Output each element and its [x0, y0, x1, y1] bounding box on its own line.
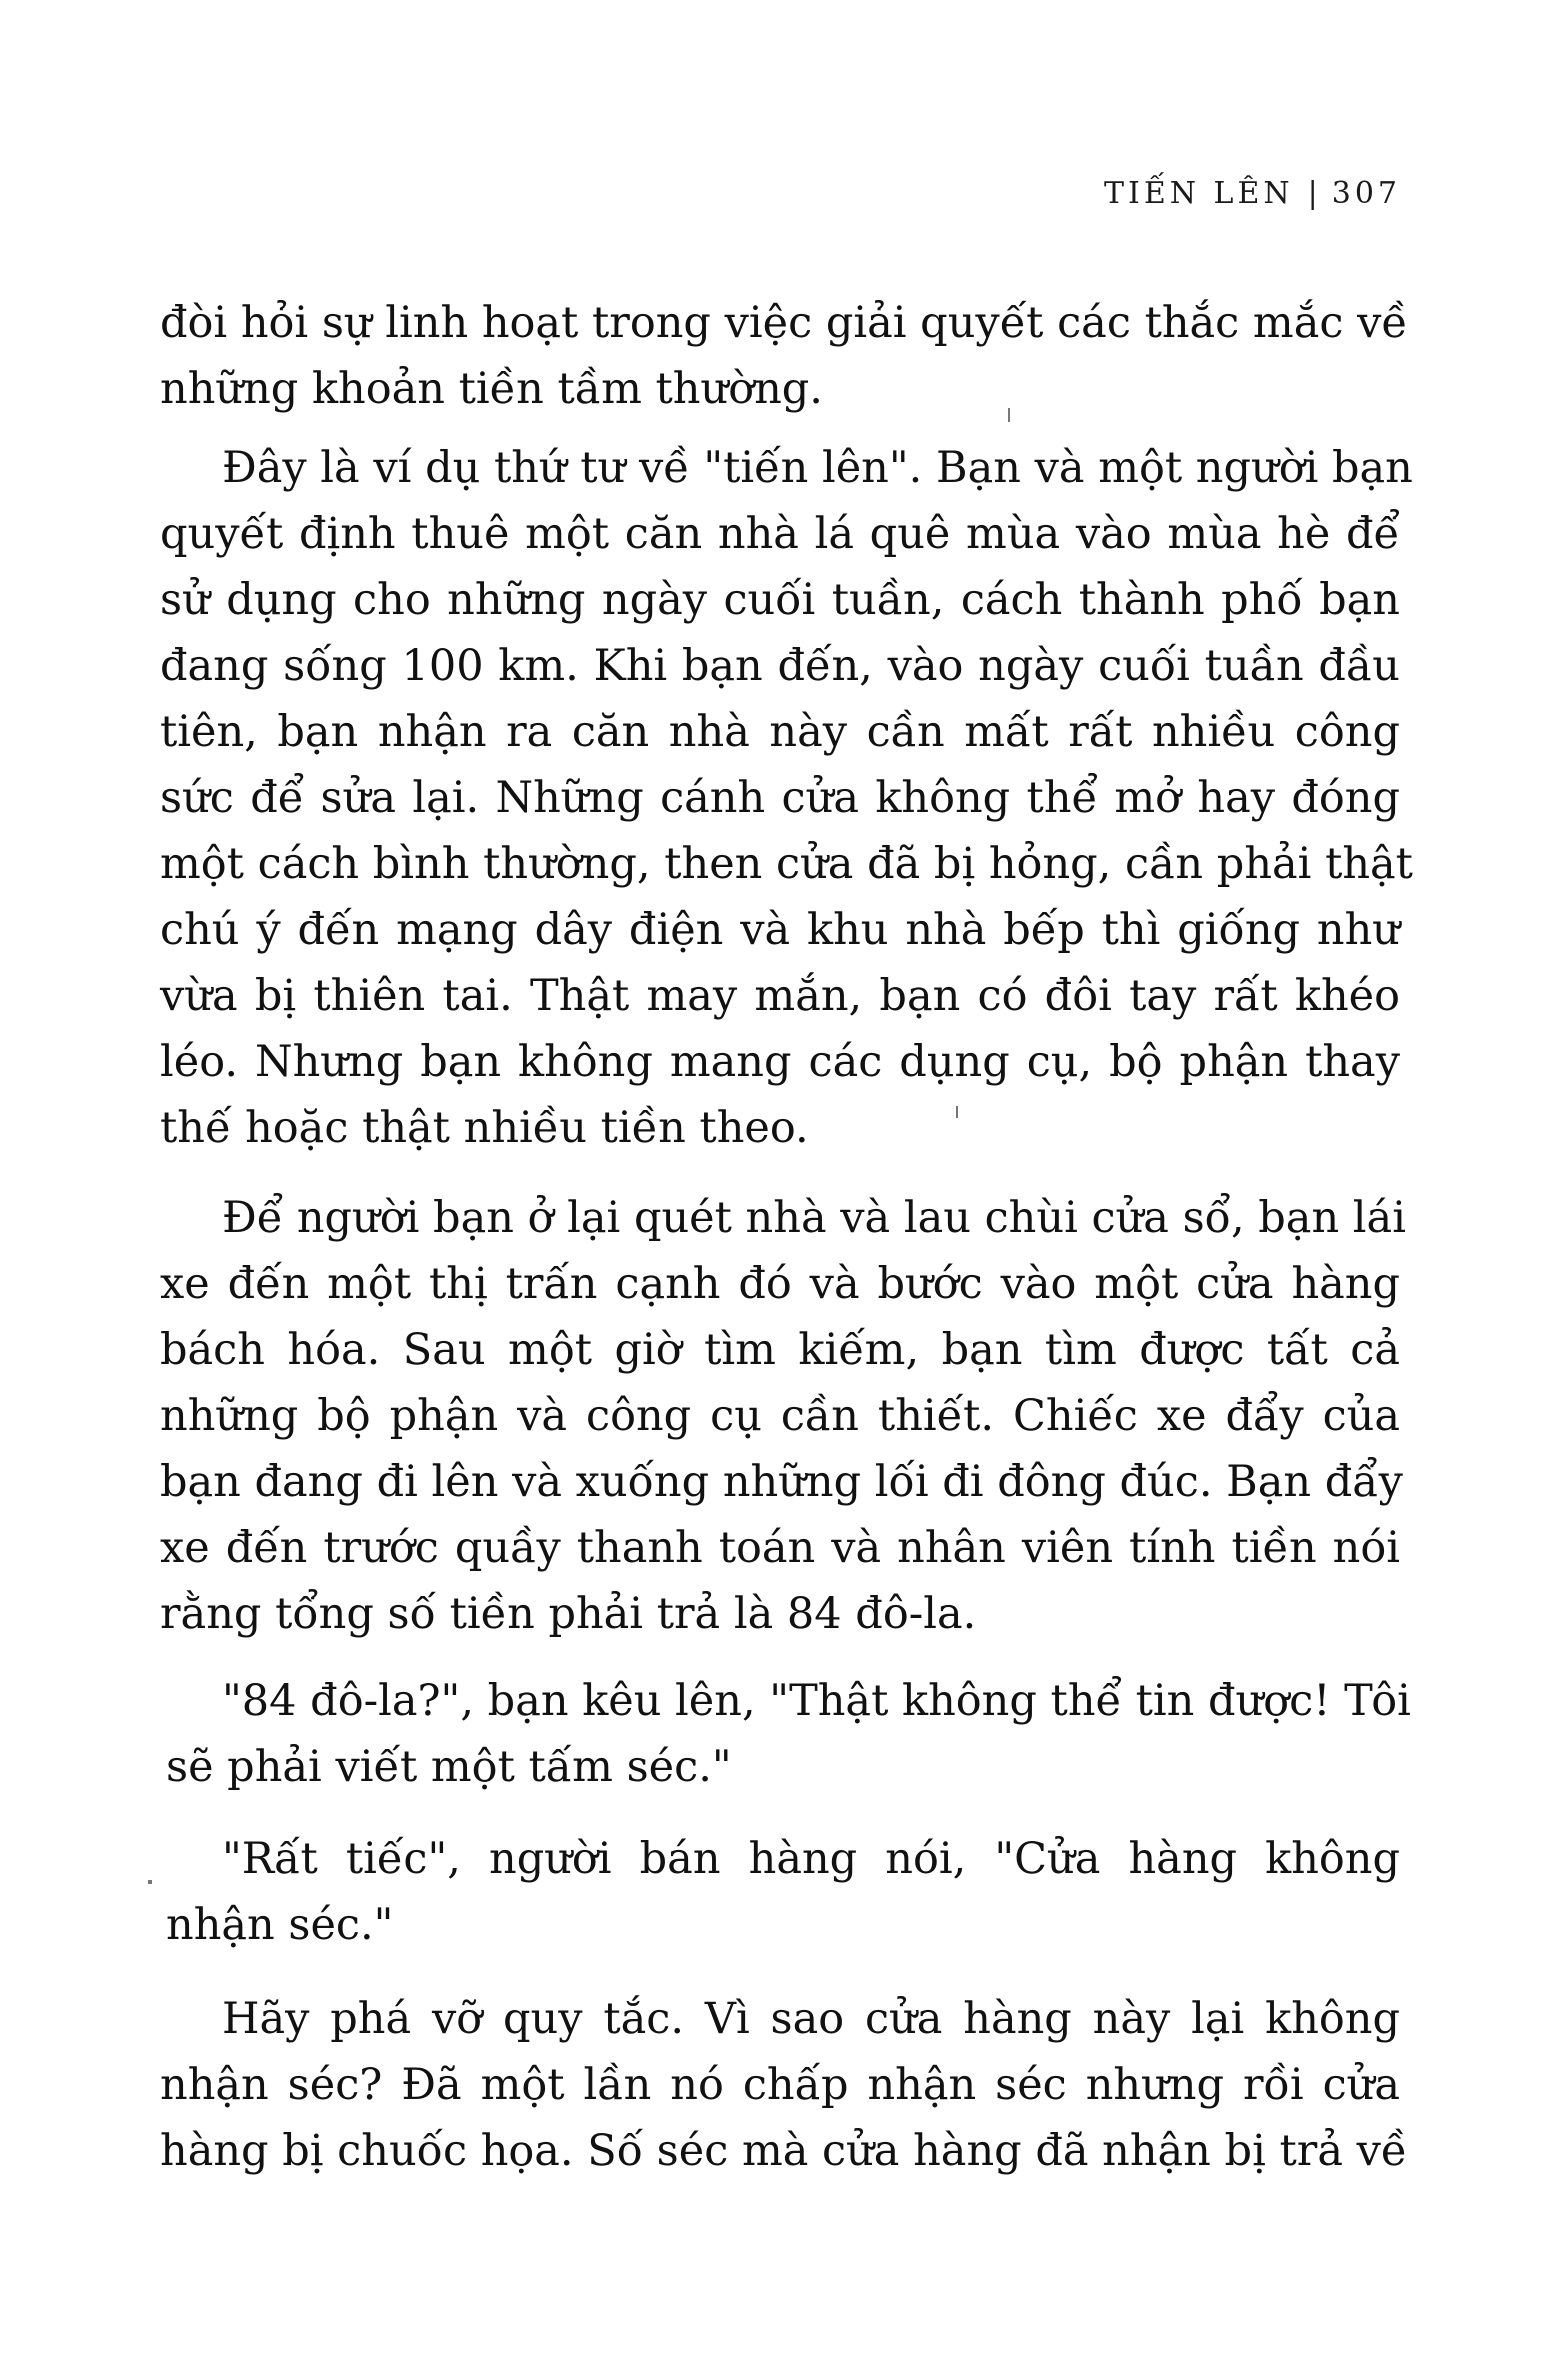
paragraph-1 — [160, 290, 1408, 422]
running-header — [1104, 176, 1401, 211]
paragraph-4 — [160, 1668, 1411, 1800]
text-line: bách hóa. Sau một giờ tìm kiếm, bạn tìm được tất cả — [160, 1325, 1400, 1375]
text-line: rằng tổng số tiền phải trả là 84 đô-la. — [160, 1589, 977, 1639]
text-line: xe đến trước quầy thanh toán và nhân viên tính tiền nói — [160, 1523, 1400, 1573]
text-line: hàng bị chuốc họa. Số séc mà cửa hàng đã nhận bị trả về — [160, 2126, 1408, 2176]
paragraph-3 — [160, 1185, 1406, 1647]
text-line: những bộ phận và công cụ cần thiết. Chiếc xe đẩy của — [160, 1391, 1400, 1441]
text-line: xe đến một thị trấn cạnh đó và bước vào một cửa hàng — [160, 1259, 1400, 1309]
text-line: bạn đang đi lên và xuống những lối đi đông đúc. Bạn đẩy — [160, 1457, 1403, 1507]
text-line: "Rất tiếc", người bán hàng nói, "Cửa hàng không — [222, 1834, 1400, 1884]
text-line: Đây là ví dụ thứ tư về "tiến lên". Bạn và một người bạn — [222, 443, 1413, 493]
text-line: sức để sửa lại. Những cánh cửa không thể mở hay đóng — [160, 773, 1400, 823]
text-line: quyết định thuê một căn nhà lá quê mùa vào mùa hè để — [160, 509, 1400, 559]
text-line: thế hoặc thật nhiều tiền theo. — [160, 1103, 809, 1153]
text-line: chú ý đến mạng dây điện và khu nhà bếp thì giống như — [160, 905, 1400, 955]
text-line: sử dụng cho những ngày cuối tuần, cách thành phố bạn — [160, 575, 1400, 625]
text-line: những khoản tiền tầm thường. — [160, 364, 823, 414]
text-line: nhận séc." — [166, 1900, 394, 1950]
header-separator: | — [1307, 176, 1318, 211]
scan-speck — [148, 1880, 152, 1884]
text-line: léo. Nhưng bạn không mang các dụng cụ, bộ phận thay — [160, 1037, 1400, 1087]
text-line: nhận séc? Đã một lần nó chấp nhận séc nhưng rồi cửa — [160, 2060, 1400, 2110]
text-line: đòi hỏi sự linh hoạt trong việc giải quyết các thắc mắc về — [160, 298, 1408, 348]
scan-speck — [1008, 408, 1010, 422]
text-line: vừa bị thiên tai. Thật may mắn, bạn có đôi tay rất khéo — [160, 971, 1400, 1021]
paragraph-2 — [160, 435, 1413, 1161]
text-line: "84 đô-la?", bạn kêu lên, "Thật không thể tin được! Tôi — [222, 1676, 1411, 1726]
text-line: một cách bình thường, then cửa đã bị hỏng, cần phải thật — [160, 839, 1413, 889]
chapter-title: TIẾN LÊN — [1104, 176, 1294, 211]
text-line: đang sống 100 km. Khi bạn đến, vào ngày cuối tuần đầu — [160, 641, 1400, 691]
text-line: Hãy phá vỡ quy tắc. Vì sao cửa hàng này lại không — [222, 1994, 1400, 2044]
text-line: Để người bạn ở lại quét nhà và lau chùi cửa sổ, bạn lái — [222, 1193, 1406, 1243]
text-line: sẽ phải viết một tấm séc." — [166, 1742, 732, 1792]
paragraph-5 — [160, 1826, 1400, 1958]
scan-speck — [956, 1106, 958, 1118]
page-number: 307 — [1331, 176, 1401, 211]
paragraph-6 — [160, 1986, 1408, 2184]
text-line: tiên, bạn nhận ra căn nhà này cần mất rất nhiều công — [160, 707, 1400, 757]
